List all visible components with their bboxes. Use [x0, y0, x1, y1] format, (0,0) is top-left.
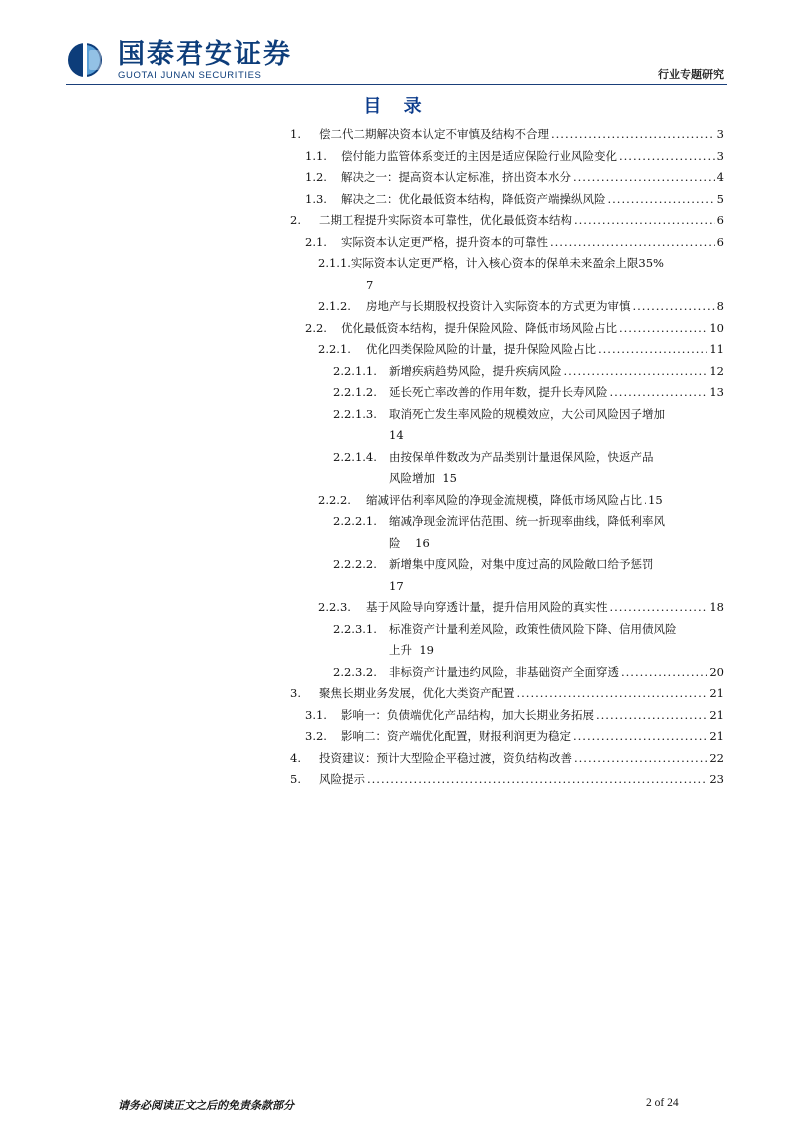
toc-entry-page: 15 — [648, 492, 663, 507]
toc-entry-title: 新增疾病趋势风险，提升疾病风险 — [389, 363, 562, 378]
toc-leader-dots — [551, 124, 715, 146]
toc-entry[interactable] — [290, 619, 724, 662]
toc-leader-dots — [367, 769, 707, 791]
toc-entry-number: 2.2. — [305, 320, 327, 335]
toc-entry-title-continued: 上升 — [389, 643, 412, 657]
toc-entry-title: 解决之二：优化最低资本结构，降低资产端操纵风险 — [341, 191, 606, 206]
toc-entry-title: 缩减评估利率风险的净现金流规模，降低市场风险占比 — [366, 492, 642, 507]
toc-leader-dots — [573, 726, 707, 748]
toc-entry-page: 20 — [709, 664, 724, 679]
toc-entry-page: 8 — [716, 299, 724, 313]
toc-leader-dots — [574, 210, 715, 232]
toc-entry-title: 房地产与长期股权投资计入实际资本的方式更为审慎 — [366, 299, 631, 313]
toc-leader-dots — [621, 662, 707, 684]
toc-entry-page: 15 — [442, 471, 457, 485]
toc-entry-title-continued: 风险增加 — [389, 471, 435, 485]
toc-entry-page: 18 — [709, 600, 724, 614]
toc-entry-number: 2.2.2.1. — [333, 514, 377, 528]
toc-entry-number: 2.2.1.3. — [333, 406, 377, 421]
toc-entry-title: 标准资产计量利差风险，政策性债风险下降、信用债风险 — [389, 621, 677, 636]
toc-entry-number: 2.2.3.1. — [333, 621, 377, 636]
toc-leader-dots — [619, 146, 715, 168]
toc-entry-number: 2.2.3.2. — [333, 664, 377, 679]
toc-entry-page: 4 — [716, 170, 724, 184]
toc-entry-number: 1. — [290, 127, 301, 141]
toc-leader-dots — [608, 189, 715, 211]
toc-entry-number: 2.2.2. — [318, 492, 351, 507]
toc-entry-number: 1.2. — [305, 170, 327, 184]
toc-leader-dots — [517, 683, 708, 705]
toc-entry-page: 12 — [709, 363, 724, 378]
toc-leader-dots — [564, 361, 708, 383]
toc-entry-page: 10 — [709, 320, 724, 335]
toc-entry-page: 14 — [389, 428, 404, 442]
toc-entry-page: 16 — [415, 535, 430, 550]
toc-entry-page: 21 — [709, 686, 724, 700]
toc-entry-number: 2.1.1. — [318, 256, 351, 270]
toc-entry[interactable] — [290, 232, 724, 254]
toc-entry[interactable] — [290, 167, 724, 189]
toc-entry[interactable] — [290, 490, 724, 512]
toc-entry[interactable] — [290, 253, 724, 296]
toc-entry[interactable] — [290, 296, 724, 318]
toc-entry-title: 二期工程提升实际资本可靠性，优化最低资本结构 — [319, 213, 572, 227]
footer-page-number: 2 of 24 — [646, 1097, 679, 1109]
logo-emblem-icon — [66, 41, 108, 79]
toc-leader-dots — [633, 296, 715, 318]
toc-entry-title: 缩减净现金流评估范围、统一折现率曲线，降低利率风 — [389, 514, 665, 528]
toc-entry-title: 投资建议：预计大型险企平稳过渡，资负结构改善 — [319, 750, 572, 765]
logo-english-name: GUOTAI JUNAN SECURITIES — [118, 69, 262, 81]
toc-leader-dots — [610, 597, 708, 619]
toc-entry-number: 5. — [290, 772, 301, 786]
toc-leader-dots — [596, 705, 707, 727]
toc-entry[interactable] — [290, 662, 724, 684]
toc-entry-title: 由按保单件数改为产品类别计量退保风险，快返产品 — [389, 449, 654, 464]
toc-entry-page: 7 — [366, 277, 374, 292]
toc-entry-number: 2.2.1.1. — [333, 363, 377, 378]
toc-heading: 目 录 — [363, 96, 430, 117]
toc-entry-page: 6 — [716, 234, 724, 249]
toc-leader-dots — [598, 339, 707, 361]
toc-entry[interactable] — [290, 447, 724, 490]
toc-entry-number: 2. — [290, 213, 301, 227]
toc-entry-title: 偿二代二期解决资本认定不审慎及结构不合理 — [319, 127, 549, 141]
toc-entry-title: 新增集中度风险，对集中度过高的风险敞口给予惩罚 — [389, 557, 654, 571]
report-category-label: 行业专题研究 — [658, 68, 724, 81]
toc-entry-number: 2.1.2. — [318, 299, 351, 313]
toc-entry[interactable] — [290, 210, 724, 232]
toc-entry-page: 11 — [709, 342, 724, 356]
toc-entry-number: 2.2.2.2. — [333, 557, 377, 571]
table-of-contents — [290, 124, 724, 791]
toc-entry-page: 3 — [716, 148, 724, 163]
toc-entry-number: 3. — [290, 686, 301, 700]
toc-entry-title: 延长死亡率改善的作用年数，提升长寿风险 — [389, 385, 608, 399]
toc-entry-number: 3.1. — [305, 707, 327, 722]
logo-chinese-name: 国泰君安证券 — [118, 38, 292, 70]
toc-entry-page: 22 — [709, 750, 724, 765]
toc-entry-number: 3.2. — [305, 729, 327, 743]
toc-entry-number: 4. — [290, 750, 301, 765]
header-divider — [66, 84, 727, 85]
toc-entry-title: 影响二：资产端优化配置，财报利润更为稳定 — [341, 729, 571, 743]
toc-entry-title: 非标资产计量违约风险，非基础资产全面穿透 — [389, 664, 619, 679]
company-logo — [66, 38, 292, 81]
toc-leader-dots — [644, 490, 646, 512]
toc-entry-number: 2.2.1. — [318, 342, 351, 356]
toc-entry[interactable] — [290, 769, 724, 791]
toc-entry[interactable] — [290, 339, 724, 361]
toc-entry[interactable] — [290, 554, 724, 597]
toc-entry[interactable] — [290, 124, 724, 146]
toc-entry-page: 21 — [709, 707, 724, 722]
toc-entry-title-continued: 险 — [389, 535, 401, 550]
toc-entry[interactable] — [290, 683, 724, 705]
toc-leader-dots — [574, 748, 707, 770]
toc-entry-title: 偿付能力监管体系变迁的主因是适应保险行业风险变化 — [341, 148, 617, 163]
toc-entry-title: 取消死亡发生率风险的规模效应，大公司风险因子增加 — [389, 406, 665, 421]
toc-entry[interactable] — [290, 511, 724, 554]
toc-entry[interactable] — [290, 748, 724, 770]
toc-entry[interactable] — [290, 597, 724, 619]
toc-entry-page: 3 — [716, 127, 724, 141]
toc-entry[interactable] — [290, 705, 724, 727]
toc-entry-title: 基于风险导向穿透计量，提升信用风险的真实性 — [366, 600, 608, 614]
toc-entry-title: 优化四类保险风险的计量，提升保险风险占比 — [366, 342, 596, 356]
toc-entry-page: 17 — [389, 578, 404, 593]
toc-leader-dots — [619, 318, 707, 340]
toc-entry-number: 2.2.1.2. — [333, 385, 377, 399]
toc-entry-title: 优化最低资本结构，提升保险风险、降低市场风险占比 — [341, 320, 617, 335]
toc-entry-title: 风险提示 — [319, 772, 365, 786]
toc-entry[interactable] — [290, 726, 724, 748]
toc-leader-dots — [573, 167, 715, 189]
toc-entry-number: 2.2.3. — [318, 600, 351, 614]
toc-entry[interactable] — [290, 189, 724, 211]
toc-entry-title: 解决之一：提高资本认定标准，挤出资本水分 — [341, 170, 571, 184]
toc-entry-number: 1.3. — [305, 191, 327, 206]
toc-entry-title: 实际资本认定更严格，计入核心资本的保单未来盈余上限35% — [350, 256, 664, 270]
toc-leader-dots — [610, 382, 708, 404]
toc-entry-page: 21 — [709, 729, 724, 743]
toc-entry-number: 2.1. — [305, 234, 327, 249]
toc-entry-number: 1.1. — [305, 148, 327, 163]
toc-entry-title: 实际资本认定更严格，提升资本的可靠性 — [341, 234, 548, 249]
toc-entry-page: 13 — [709, 385, 724, 399]
toc-entry-page: 19 — [419, 643, 434, 657]
toc-entry[interactable] — [290, 382, 724, 404]
toc-entry[interactable] — [290, 404, 724, 447]
footer-disclaimer: 请务必阅读正文之后的免责条款部分 — [118, 1099, 294, 1112]
toc-entry-title: 影响一：负债端优化产品结构，加大长期业务拓展 — [341, 707, 594, 722]
toc-entry-page: 5 — [716, 191, 724, 206]
toc-entry[interactable] — [290, 318, 724, 340]
toc-entry-page: 6 — [716, 213, 724, 227]
toc-entry[interactable] — [290, 361, 724, 383]
toc-leader-dots — [550, 232, 715, 254]
toc-entry[interactable] — [290, 146, 724, 168]
toc-entry-number: 2.2.1.4. — [333, 449, 377, 464]
toc-entry-page: 23 — [709, 772, 724, 786]
toc-entry-title: 聚焦长期业务发展，优化大类资产配置 — [319, 686, 515, 700]
